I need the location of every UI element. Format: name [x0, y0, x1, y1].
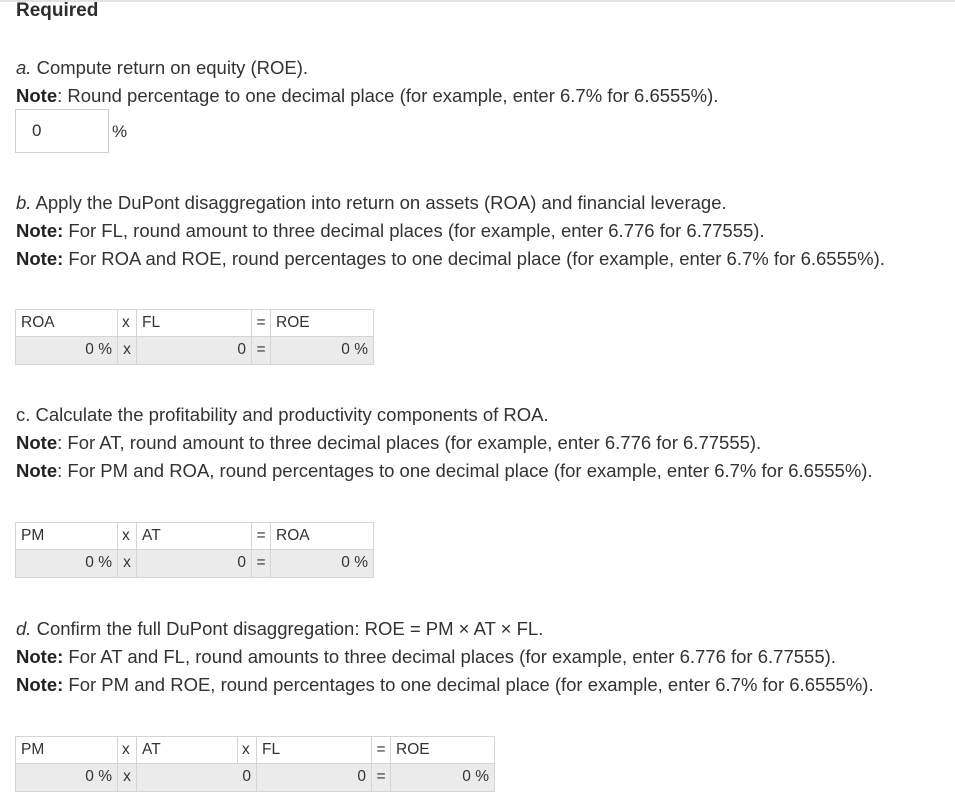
- header-equals: =: [251, 522, 271, 550]
- times-operator: x: [117, 336, 137, 365]
- header-at: AT: [136, 736, 238, 764]
- header-at: AT: [136, 522, 252, 550]
- part-c-note-1: Note: For AT, round amount to three decimal places (for example, enter 6.776 for 6.77555).: [16, 432, 762, 453]
- header-roa: ROA: [15, 309, 118, 337]
- fl-input[interactable]: 0: [136, 336, 252, 365]
- percent-unit: %: [112, 122, 128, 141]
- roe-input[interactable]: 0 %: [270, 336, 374, 365]
- part-d-note-2: Note: For PM and ROE, round percentages to one decimal place (for example, enter 6.7% for 6.6555%).: [16, 674, 874, 695]
- part-c-question: c. Calculate the profitability and productivity components of ROA.: [16, 404, 549, 425]
- equals-operator: =: [251, 336, 271, 365]
- roe-input[interactable]: 0 %: [390, 763, 495, 792]
- equals-operator: =: [251, 549, 271, 578]
- header-fl: FL: [136, 309, 252, 337]
- pm-input[interactable]: 0 %: [15, 763, 118, 792]
- top-divider: [0, 0, 955, 2]
- part-c-note-2: Note: For PM and ROA, round percentages to one decimal place (for example, enter 6.7% for 6.6555%).: [16, 460, 873, 481]
- equals-operator: =: [371, 763, 391, 792]
- header-times: x: [117, 522, 137, 550]
- header-equals: =: [251, 309, 271, 337]
- part-d-note-1: Note: For AT and FL, round amounts to three decimal places (for example, enter 6.776 for 6.77555).: [16, 646, 836, 667]
- header-pm: PM: [15, 522, 118, 550]
- header-fl: FL: [256, 736, 372, 764]
- part-a-question: a. Compute return on equity (ROE).: [16, 57, 309, 78]
- part-a-note: Note: Round percentage to one decimal place (for example, enter 6.7% for 6.6555%).: [16, 85, 719, 106]
- header-times: x: [117, 309, 137, 337]
- part-b-question: b. Apply the DuPont disaggregation into return on assets (ROA) and financial leverage.: [16, 192, 727, 213]
- times-operator: x: [117, 763, 137, 792]
- at-input[interactable]: 0: [136, 763, 257, 792]
- pm-input[interactable]: 0 %: [15, 549, 118, 578]
- page-title: Required: [16, 0, 99, 21]
- part-b-note-1: Note: For FL, round amount to three decimal places (for example, enter 6.776 for 6.77555).: [16, 220, 765, 241]
- roa-input[interactable]: 0 %: [270, 549, 374, 578]
- at-input[interactable]: 0: [136, 549, 252, 578]
- times-operator: x: [117, 549, 137, 578]
- roa-input[interactable]: 0 %: [15, 336, 118, 365]
- part-d-question: d. Confirm the full DuPont disaggregation: ROE = PM × AT × FL.: [16, 618, 544, 639]
- header-times-1: x: [117, 736, 137, 764]
- part-b-note-2: Note: For ROA and ROE, round percentages to one decimal place (for example, enter 6.7% for 6.6555%).: [16, 248, 885, 269]
- header-pm: PM: [15, 736, 118, 764]
- header-roa: ROA: [270, 522, 374, 550]
- header-times-2: x: [237, 736, 257, 764]
- header-equals: =: [371, 736, 391, 764]
- fl-input[interactable]: 0: [256, 763, 372, 792]
- header-roe: ROE: [270, 309, 374, 337]
- header-roe: ROE: [390, 736, 495, 764]
- roe-answer-input[interactable]: [15, 109, 109, 153]
